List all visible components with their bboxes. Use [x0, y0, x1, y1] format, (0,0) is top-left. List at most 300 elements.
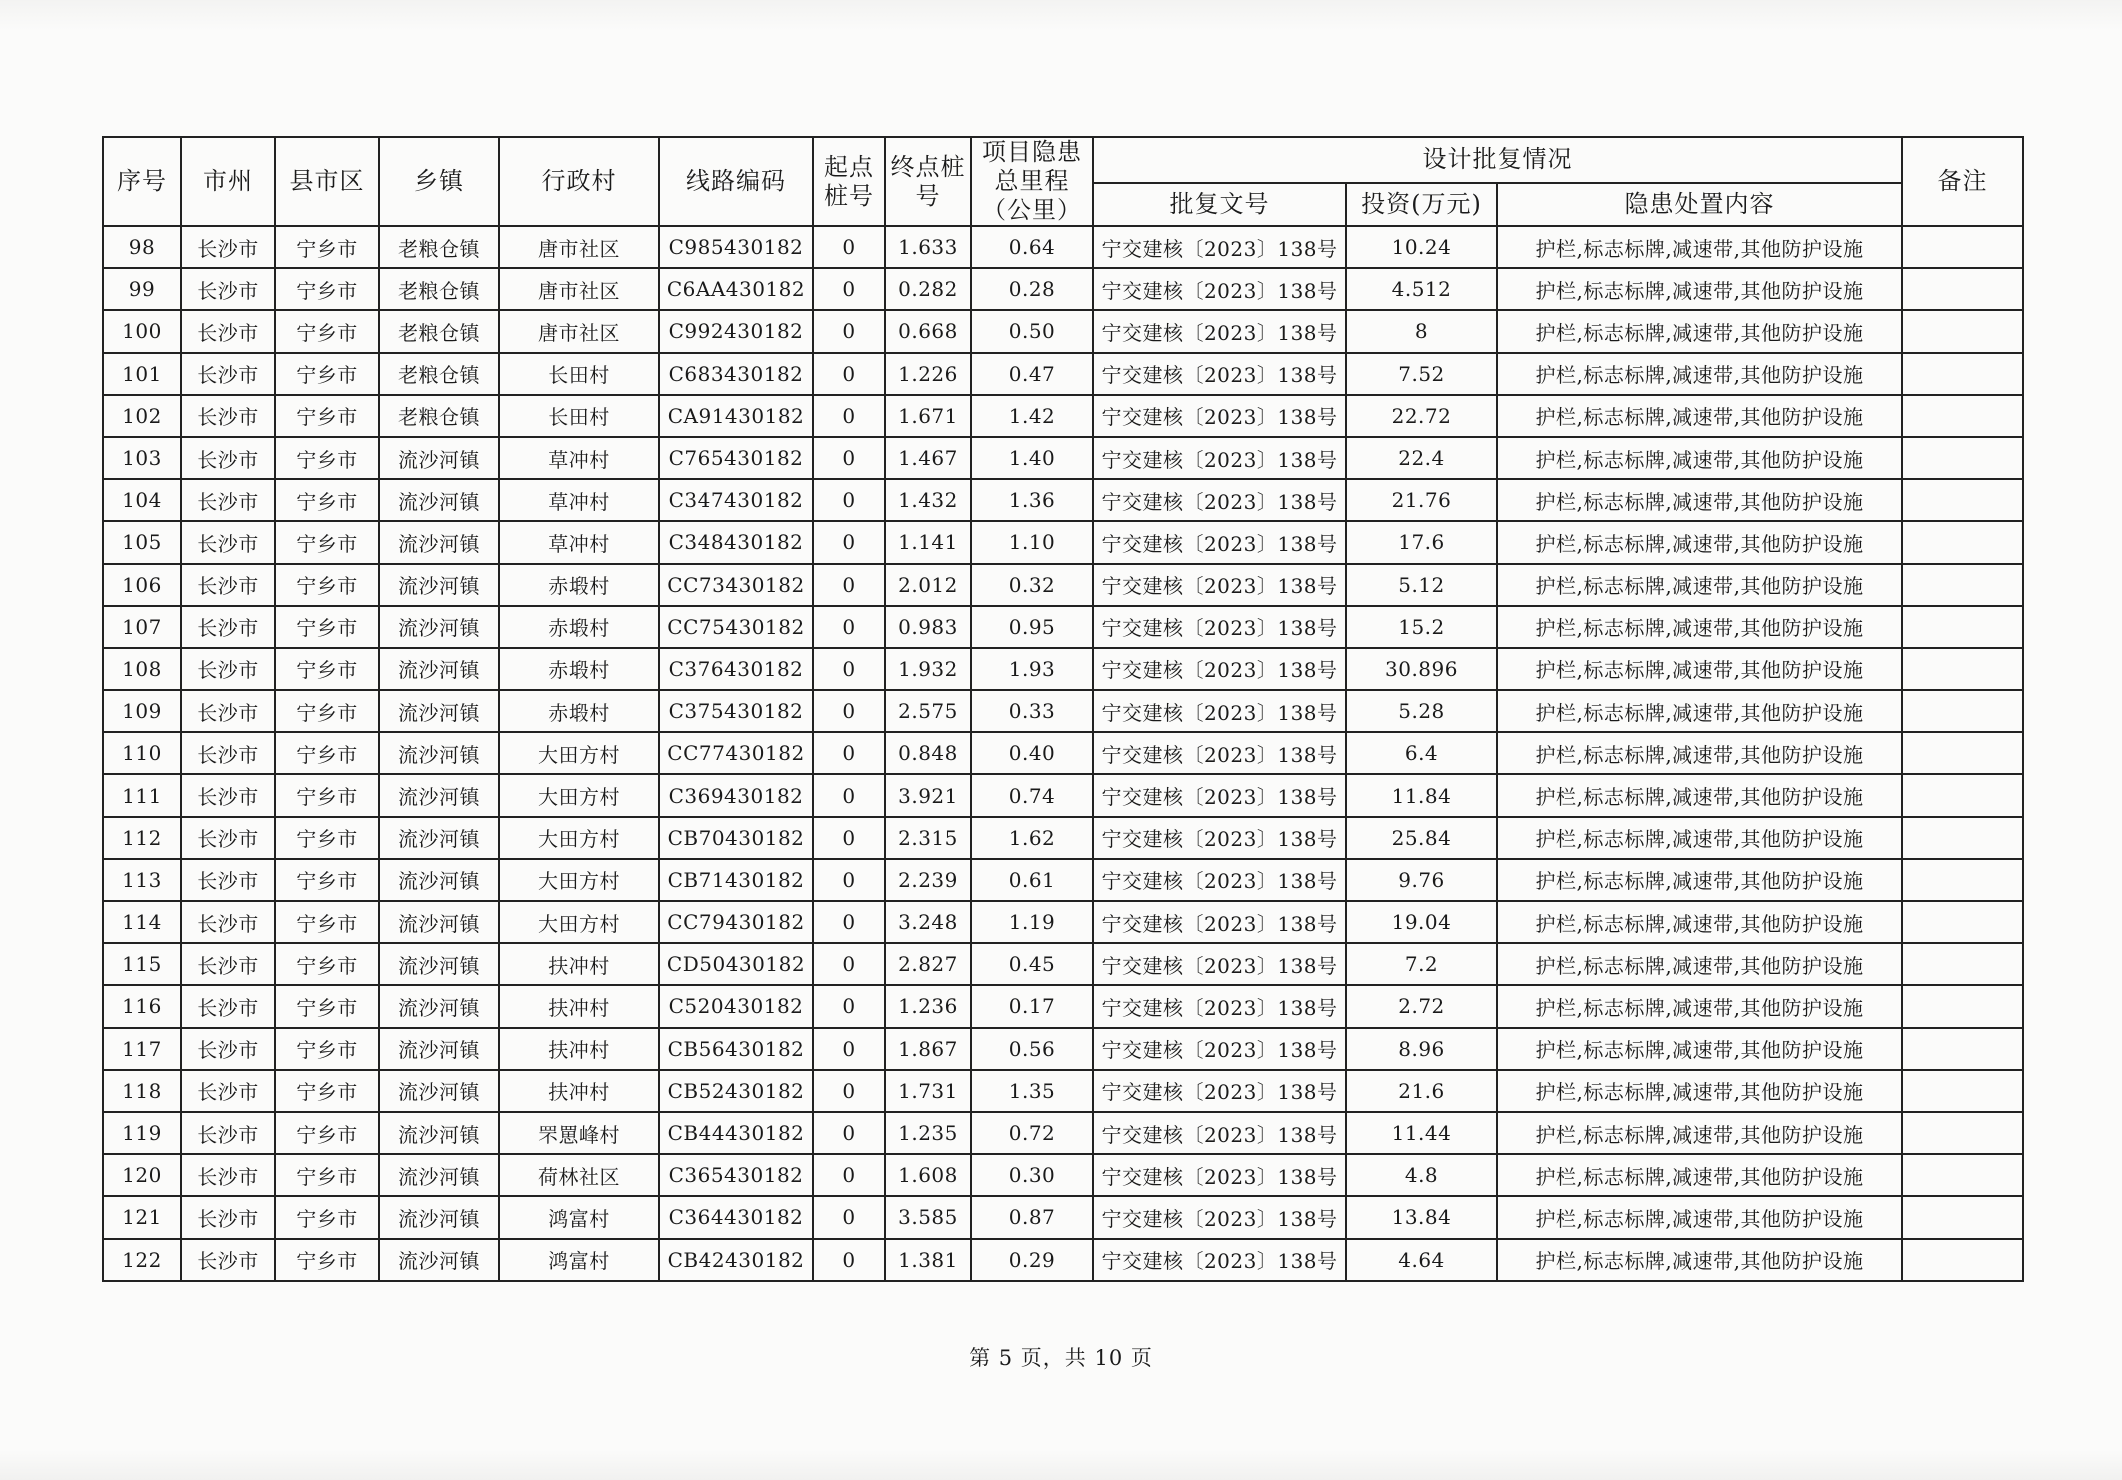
cell-end-stake: 1.867 — [885, 1028, 971, 1070]
cell-county: 宁乡市 — [275, 690, 379, 732]
cell-start-stake: 0 — [813, 1112, 885, 1154]
cell-end-stake: 1.467 — [885, 437, 971, 479]
cell-measures: 护栏,标志标牌,减速带,其他防护设施 — [1497, 310, 1902, 352]
cell-seq: 115 — [103, 943, 181, 985]
cell-approval-doc: 宁交建核〔2023〕138号 — [1093, 1196, 1346, 1238]
cell-town: 流沙河镇 — [379, 479, 499, 521]
cell-village: 大田方村 — [499, 901, 659, 943]
cell-village: 赤塅村 — [499, 690, 659, 732]
cell-remarks — [1902, 1112, 2023, 1154]
cell-remarks — [1902, 310, 2023, 352]
cell-route-code: C375430182 — [659, 690, 813, 732]
cell-approval-doc: 宁交建核〔2023〕138号 — [1093, 817, 1346, 859]
cell-remarks — [1902, 1028, 2023, 1070]
cell-route-code: C364430182 — [659, 1196, 813, 1238]
cell-county: 宁乡市 — [275, 1028, 379, 1070]
header-investment: 投资(万元) — [1346, 183, 1497, 226]
cell-route-code: CD50430182 — [659, 943, 813, 985]
cell-town: 流沙河镇 — [379, 1154, 499, 1196]
cell-approval-doc: 宁交建核〔2023〕138号 — [1093, 268, 1346, 310]
cell-measures: 护栏,标志标牌,减速带,其他防护设施 — [1497, 1070, 1902, 1112]
cell-mileage: 0.32 — [971, 564, 1093, 606]
cell-seq: 102 — [103, 395, 181, 437]
cell-mileage: 0.61 — [971, 859, 1093, 901]
cell-measures: 护栏,标志标牌,减速带,其他防护设施 — [1497, 564, 1902, 606]
cell-village: 唐市社区 — [499, 268, 659, 310]
header-city: 市州 — [181, 137, 275, 226]
cell-route-code: CC73430182 — [659, 564, 813, 606]
cell-investment: 9.76 — [1346, 859, 1497, 901]
cell-town: 流沙河镇 — [379, 985, 499, 1027]
table-row — [103, 1196, 2023, 1238]
header-seq: 序号 — [103, 137, 181, 226]
cell-end-stake: 2.827 — [885, 943, 971, 985]
cell-city: 长沙市 — [181, 437, 275, 479]
cell-town: 流沙河镇 — [379, 1112, 499, 1154]
table-row — [103, 564, 2023, 606]
cell-remarks — [1902, 690, 2023, 732]
cell-start-stake: 0 — [813, 901, 885, 943]
cell-county: 宁乡市 — [275, 985, 379, 1027]
cell-measures: 护栏,标志标牌,减速带,其他防护设施 — [1497, 226, 1902, 268]
cell-village: 大田方村 — [499, 732, 659, 774]
cell-county: 宁乡市 — [275, 732, 379, 774]
cell-mileage: 0.74 — [971, 774, 1093, 816]
cell-city: 长沙市 — [181, 1112, 275, 1154]
cell-investment: 4.64 — [1346, 1239, 1497, 1281]
cell-remarks — [1902, 226, 2023, 268]
cell-mileage: 0.30 — [971, 1154, 1093, 1196]
cell-mileage: 0.56 — [971, 1028, 1093, 1070]
cell-end-stake: 2.012 — [885, 564, 971, 606]
cell-city: 长沙市 — [181, 310, 275, 352]
cell-end-stake: 1.608 — [885, 1154, 971, 1196]
cell-route-code: C520430182 — [659, 985, 813, 1027]
cell-city: 长沙市 — [181, 943, 275, 985]
cell-route-code: CC75430182 — [659, 606, 813, 648]
cell-mileage: 1.10 — [971, 521, 1093, 563]
cell-mileage: 0.29 — [971, 1239, 1093, 1281]
cell-seq: 103 — [103, 437, 181, 479]
cell-county: 宁乡市 — [275, 521, 379, 563]
cell-start-stake: 0 — [813, 606, 885, 648]
cell-investment: 4.512 — [1346, 268, 1497, 310]
cell-measures: 护栏,标志标牌,减速带,其他防护设施 — [1497, 1112, 1902, 1154]
cell-start-stake: 0 — [813, 1070, 885, 1112]
cell-town: 流沙河镇 — [379, 606, 499, 648]
cell-town: 流沙河镇 — [379, 1196, 499, 1238]
cell-village: 赤塅村 — [499, 564, 659, 606]
cell-route-code: CB70430182 — [659, 817, 813, 859]
cell-start-stake: 0 — [813, 943, 885, 985]
cell-end-stake: 0.668 — [885, 310, 971, 352]
table-row — [103, 943, 2023, 985]
table-row — [103, 1154, 2023, 1196]
cell-county: 宁乡市 — [275, 1196, 379, 1238]
table-row — [103, 690, 2023, 732]
cell-seq: 112 — [103, 817, 181, 859]
cell-county: 宁乡市 — [275, 353, 379, 395]
cell-county: 宁乡市 — [275, 395, 379, 437]
cell-approval-doc: 宁交建核〔2023〕138号 — [1093, 901, 1346, 943]
cell-mileage: 1.40 — [971, 437, 1093, 479]
cell-end-stake: 1.671 — [885, 395, 971, 437]
hazard-project-table — [102, 136, 2024, 1282]
header-design-approval: 设计批复情况 — [1093, 137, 1902, 183]
cell-town: 流沙河镇 — [379, 521, 499, 563]
cell-town: 流沙河镇 — [379, 437, 499, 479]
table-row — [103, 395, 2023, 437]
cell-mileage: 1.35 — [971, 1070, 1093, 1112]
cell-approval-doc: 宁交建核〔2023〕138号 — [1093, 564, 1346, 606]
cell-village: 大田方村 — [499, 859, 659, 901]
cell-town: 流沙河镇 — [379, 1239, 499, 1281]
cell-seq: 108 — [103, 648, 181, 690]
table-row — [103, 732, 2023, 774]
cell-seq: 100 — [103, 310, 181, 352]
cell-city: 长沙市 — [181, 817, 275, 859]
cell-seq: 109 — [103, 690, 181, 732]
cell-remarks — [1902, 1070, 2023, 1112]
cell-start-stake: 0 — [813, 395, 885, 437]
cell-start-stake: 0 — [813, 521, 885, 563]
cell-village: 扶冲村 — [499, 1028, 659, 1070]
cell-investment: 2.72 — [1346, 985, 1497, 1027]
cell-measures: 护栏,标志标牌,减速带,其他防护设施 — [1497, 1239, 1902, 1281]
cell-approval-doc: 宁交建核〔2023〕138号 — [1093, 732, 1346, 774]
cell-county: 宁乡市 — [275, 817, 379, 859]
cell-start-stake: 0 — [813, 353, 885, 395]
cell-end-stake: 1.432 — [885, 479, 971, 521]
cell-route-code: C992430182 — [659, 310, 813, 352]
cell-investment: 5.12 — [1346, 564, 1497, 606]
cell-city: 长沙市 — [181, 521, 275, 563]
cell-county: 宁乡市 — [275, 226, 379, 268]
cell-village: 草冲村 — [499, 437, 659, 479]
cell-mileage: 1.62 — [971, 817, 1093, 859]
cell-investment: 4.8 — [1346, 1154, 1497, 1196]
cell-measures: 护栏,标志标牌,减速带,其他防护设施 — [1497, 943, 1902, 985]
table-row — [103, 353, 2023, 395]
cell-town: 流沙河镇 — [379, 690, 499, 732]
cell-end-stake: 1.731 — [885, 1070, 971, 1112]
cell-seq: 105 — [103, 521, 181, 563]
cell-route-code: C365430182 — [659, 1154, 813, 1196]
cell-measures: 护栏,标志标牌,减速带,其他防护设施 — [1497, 648, 1902, 690]
cell-mileage: 1.93 — [971, 648, 1093, 690]
cell-end-stake: 3.921 — [885, 774, 971, 816]
cell-town: 老粮仓镇 — [379, 268, 499, 310]
cell-county: 宁乡市 — [275, 1154, 379, 1196]
cell-start-stake: 0 — [813, 817, 885, 859]
cell-investment: 19.04 — [1346, 901, 1497, 943]
cell-remarks — [1902, 648, 2023, 690]
cell-approval-doc: 宁交建核〔2023〕138号 — [1093, 1112, 1346, 1154]
cell-end-stake: 1.226 — [885, 353, 971, 395]
cell-village: 大田方村 — [499, 774, 659, 816]
cell-town: 流沙河镇 — [379, 732, 499, 774]
cell-approval-doc: 宁交建核〔2023〕138号 — [1093, 353, 1346, 395]
cell-county: 宁乡市 — [275, 564, 379, 606]
cell-approval-doc: 宁交建核〔2023〕138号 — [1093, 859, 1346, 901]
cell-end-stake: 1.236 — [885, 985, 971, 1027]
cell-city: 长沙市 — [181, 985, 275, 1027]
cell-seq: 114 — [103, 901, 181, 943]
cell-remarks — [1902, 437, 2023, 479]
cell-end-stake: 0.282 — [885, 268, 971, 310]
cell-town: 老粮仓镇 — [379, 310, 499, 352]
cell-city: 长沙市 — [181, 1070, 275, 1112]
page-number: 第 5 页，共 10 页 — [969, 1346, 1153, 1370]
cell-remarks — [1902, 943, 2023, 985]
cell-county: 宁乡市 — [275, 1070, 379, 1112]
cell-measures: 护栏,标志标牌,减速带,其他防护设施 — [1497, 901, 1902, 943]
cell-investment: 10.24 — [1346, 226, 1497, 268]
cell-village: 草冲村 — [499, 479, 659, 521]
header-county: 县市区 — [275, 137, 379, 226]
cell-city: 长沙市 — [181, 353, 275, 395]
cell-route-code: C6AA430182 — [659, 268, 813, 310]
cell-city: 长沙市 — [181, 774, 275, 816]
cell-measures: 护栏,标志标牌,减速带,其他防护设施 — [1497, 817, 1902, 859]
cell-investment: 7.52 — [1346, 353, 1497, 395]
cell-approval-doc: 宁交建核〔2023〕138号 — [1093, 690, 1346, 732]
cell-measures: 护栏,标志标牌,减速带,其他防护设施 — [1497, 732, 1902, 774]
cell-measures: 护栏,标志标牌,减速带,其他防护设施 — [1497, 606, 1902, 648]
cell-county: 宁乡市 — [275, 437, 379, 479]
cell-village: 赤塅村 — [499, 648, 659, 690]
cell-investment: 15.2 — [1346, 606, 1497, 648]
cell-approval-doc: 宁交建核〔2023〕138号 — [1093, 985, 1346, 1027]
table-row — [103, 521, 2023, 563]
cell-mileage: 0.45 — [971, 943, 1093, 985]
cell-city: 长沙市 — [181, 732, 275, 774]
table-row — [103, 1112, 2023, 1154]
cell-town: 流沙河镇 — [379, 1028, 499, 1070]
cell-mileage: 0.87 — [971, 1196, 1093, 1238]
cell-end-stake: 2.575 — [885, 690, 971, 732]
cell-town: 流沙河镇 — [379, 859, 499, 901]
cell-route-code: C683430182 — [659, 353, 813, 395]
cell-measures: 护栏,标志标牌,减速带,其他防护设施 — [1497, 1196, 1902, 1238]
cell-seq: 101 — [103, 353, 181, 395]
cell-end-stake: 1.235 — [885, 1112, 971, 1154]
cell-village: 大田方村 — [499, 817, 659, 859]
cell-county: 宁乡市 — [275, 774, 379, 816]
table-row — [103, 268, 2023, 310]
cell-city: 长沙市 — [181, 690, 275, 732]
header-start-stake: 起点桩号 — [813, 137, 885, 226]
cell-approval-doc: 宁交建核〔2023〕138号 — [1093, 648, 1346, 690]
cell-measures: 护栏,标志标牌,减速带,其他防护设施 — [1497, 1028, 1902, 1070]
cell-start-stake: 0 — [813, 564, 885, 606]
cell-start-stake: 0 — [813, 268, 885, 310]
cell-town: 流沙河镇 — [379, 774, 499, 816]
cell-mileage: 0.40 — [971, 732, 1093, 774]
table-row — [103, 437, 2023, 479]
cell-remarks — [1902, 859, 2023, 901]
cell-town: 老粮仓镇 — [379, 226, 499, 268]
cell-town: 流沙河镇 — [379, 901, 499, 943]
cell-investment: 5.28 — [1346, 690, 1497, 732]
table-row — [103, 1028, 2023, 1070]
cell-remarks — [1902, 479, 2023, 521]
cell-start-stake: 0 — [813, 437, 885, 479]
cell-county: 宁乡市 — [275, 648, 379, 690]
cell-village: 草冲村 — [499, 521, 659, 563]
cell-approval-doc: 宁交建核〔2023〕138号 — [1093, 1154, 1346, 1196]
cell-route-code: C765430182 — [659, 437, 813, 479]
cell-mileage: 0.28 — [971, 268, 1093, 310]
cell-remarks — [1902, 395, 2023, 437]
cell-town: 流沙河镇 — [379, 943, 499, 985]
cell-city: 长沙市 — [181, 268, 275, 310]
cell-village: 唐市社区 — [499, 226, 659, 268]
cell-mileage: 0.17 — [971, 985, 1093, 1027]
cell-seq: 120 — [103, 1154, 181, 1196]
header-measures: 隐患处置内容 — [1497, 183, 1902, 226]
table-row — [103, 1239, 2023, 1281]
cell-measures: 护栏,标志标牌,减速带,其他防护设施 — [1497, 985, 1902, 1027]
cell-city: 长沙市 — [181, 606, 275, 648]
cell-remarks — [1902, 985, 2023, 1027]
cell-start-stake: 0 — [813, 479, 885, 521]
cell-route-code: CB42430182 — [659, 1239, 813, 1281]
cell-approval-doc: 宁交建核〔2023〕138号 — [1093, 226, 1346, 268]
cell-remarks — [1902, 353, 2023, 395]
cell-end-stake: 2.315 — [885, 817, 971, 859]
cell-village: 罘罳峰村 — [499, 1112, 659, 1154]
cell-end-stake: 1.381 — [885, 1239, 971, 1281]
cell-city: 长沙市 — [181, 1196, 275, 1238]
cell-approval-doc: 宁交建核〔2023〕138号 — [1093, 1070, 1346, 1112]
cell-town: 老粮仓镇 — [379, 395, 499, 437]
cell-city: 长沙市 — [181, 564, 275, 606]
cell-end-stake: 1.141 — [885, 521, 971, 563]
header-approval-doc: 批复文号 — [1093, 183, 1346, 226]
cell-village: 唐市社区 — [499, 310, 659, 352]
cell-town: 流沙河镇 — [379, 564, 499, 606]
cell-start-stake: 0 — [813, 985, 885, 1027]
cell-route-code: C985430182 — [659, 226, 813, 268]
cell-seq: 104 — [103, 479, 181, 521]
cell-mileage: 0.72 — [971, 1112, 1093, 1154]
cell-mileage: 0.33 — [971, 690, 1093, 732]
header-hazard-mileage: 项目隐患总里程（公里） — [971, 137, 1093, 226]
cell-investment: 17.6 — [1346, 521, 1497, 563]
header-town: 乡镇 — [379, 137, 499, 226]
cell-city: 长沙市 — [181, 395, 275, 437]
cell-measures: 护栏,标志标牌,减速带,其他防护设施 — [1497, 774, 1902, 816]
table-row — [103, 226, 2023, 268]
cell-mileage: 1.36 — [971, 479, 1093, 521]
cell-seq: 111 — [103, 774, 181, 816]
cell-start-stake: 0 — [813, 1028, 885, 1070]
cell-investment: 22.72 — [1346, 395, 1497, 437]
cell-seq: 121 — [103, 1196, 181, 1238]
cell-seq: 116 — [103, 985, 181, 1027]
cell-route-code: C376430182 — [659, 648, 813, 690]
cell-investment: 11.84 — [1346, 774, 1497, 816]
cell-remarks — [1902, 521, 2023, 563]
cell-remarks — [1902, 732, 2023, 774]
cell-town: 流沙河镇 — [379, 817, 499, 859]
cell-mileage: 1.42 — [971, 395, 1093, 437]
cell-investment: 7.2 — [1346, 943, 1497, 985]
cell-route-code: CB44430182 — [659, 1112, 813, 1154]
cell-remarks — [1902, 606, 2023, 648]
cell-investment: 30.896 — [1346, 648, 1497, 690]
cell-seq: 118 — [103, 1070, 181, 1112]
table-row — [103, 985, 2023, 1027]
cell-mileage: 0.64 — [971, 226, 1093, 268]
cell-remarks — [1902, 1154, 2023, 1196]
cell-measures: 护栏,标志标牌,减速带,其他防护设施 — [1497, 1154, 1902, 1196]
cell-seq: 99 — [103, 268, 181, 310]
table-row — [103, 310, 2023, 352]
cell-county: 宁乡市 — [275, 606, 379, 648]
cell-mileage: 0.50 — [971, 310, 1093, 352]
cell-village: 长田村 — [499, 395, 659, 437]
cell-remarks — [1902, 1239, 2023, 1281]
cell-county: 宁乡市 — [275, 1112, 379, 1154]
cell-investment: 21.76 — [1346, 479, 1497, 521]
cell-mileage: 0.47 — [971, 353, 1093, 395]
cell-village: 鸿富村 — [499, 1196, 659, 1238]
cell-end-stake: 3.585 — [885, 1196, 971, 1238]
cell-city: 长沙市 — [181, 1154, 275, 1196]
cell-route-code: CA91430182 — [659, 395, 813, 437]
cell-investment: 8 — [1346, 310, 1497, 352]
cell-measures: 护栏,标志标牌,减速带,其他防护设施 — [1497, 859, 1902, 901]
cell-county: 宁乡市 — [275, 268, 379, 310]
cell-approval-doc: 宁交建核〔2023〕138号 — [1093, 521, 1346, 563]
cell-approval-doc: 宁交建核〔2023〕138号 — [1093, 395, 1346, 437]
cell-start-stake: 0 — [813, 1154, 885, 1196]
cell-village: 扶冲村 — [499, 1070, 659, 1112]
cell-route-code: CB56430182 — [659, 1028, 813, 1070]
cell-route-code: CC77430182 — [659, 732, 813, 774]
cell-seq: 117 — [103, 1028, 181, 1070]
cell-measures: 护栏,标志标牌,减速带,其他防护设施 — [1497, 521, 1902, 563]
header-end-stake: 终点桩号 — [885, 137, 971, 226]
header-route-code: 线路编码 — [659, 137, 813, 226]
cell-village: 长田村 — [499, 353, 659, 395]
cell-approval-doc: 宁交建核〔2023〕138号 — [1093, 606, 1346, 648]
cell-investment: 6.4 — [1346, 732, 1497, 774]
cell-seq: 107 — [103, 606, 181, 648]
cell-end-stake: 1.932 — [885, 648, 971, 690]
cell-seq: 113 — [103, 859, 181, 901]
cell-end-stake: 2.239 — [885, 859, 971, 901]
cell-start-stake: 0 — [813, 732, 885, 774]
cell-route-code: C369430182 — [659, 774, 813, 816]
cell-approval-doc: 宁交建核〔2023〕138号 — [1093, 437, 1346, 479]
cell-route-code: CB52430182 — [659, 1070, 813, 1112]
cell-town: 老粮仓镇 — [379, 353, 499, 395]
cell-end-stake: 1.633 — [885, 226, 971, 268]
cell-measures: 护栏,标志标牌,减速带,其他防护设施 — [1497, 437, 1902, 479]
cell-end-stake: 0.983 — [885, 606, 971, 648]
cell-route-code: CB71430182 — [659, 859, 813, 901]
cell-seq: 110 — [103, 732, 181, 774]
cell-start-stake: 0 — [813, 1196, 885, 1238]
cell-start-stake: 0 — [813, 774, 885, 816]
cell-investment: 13.84 — [1346, 1196, 1497, 1238]
cell-town: 流沙河镇 — [379, 648, 499, 690]
cell-seq: 98 — [103, 226, 181, 268]
cell-investment: 8.96 — [1346, 1028, 1497, 1070]
